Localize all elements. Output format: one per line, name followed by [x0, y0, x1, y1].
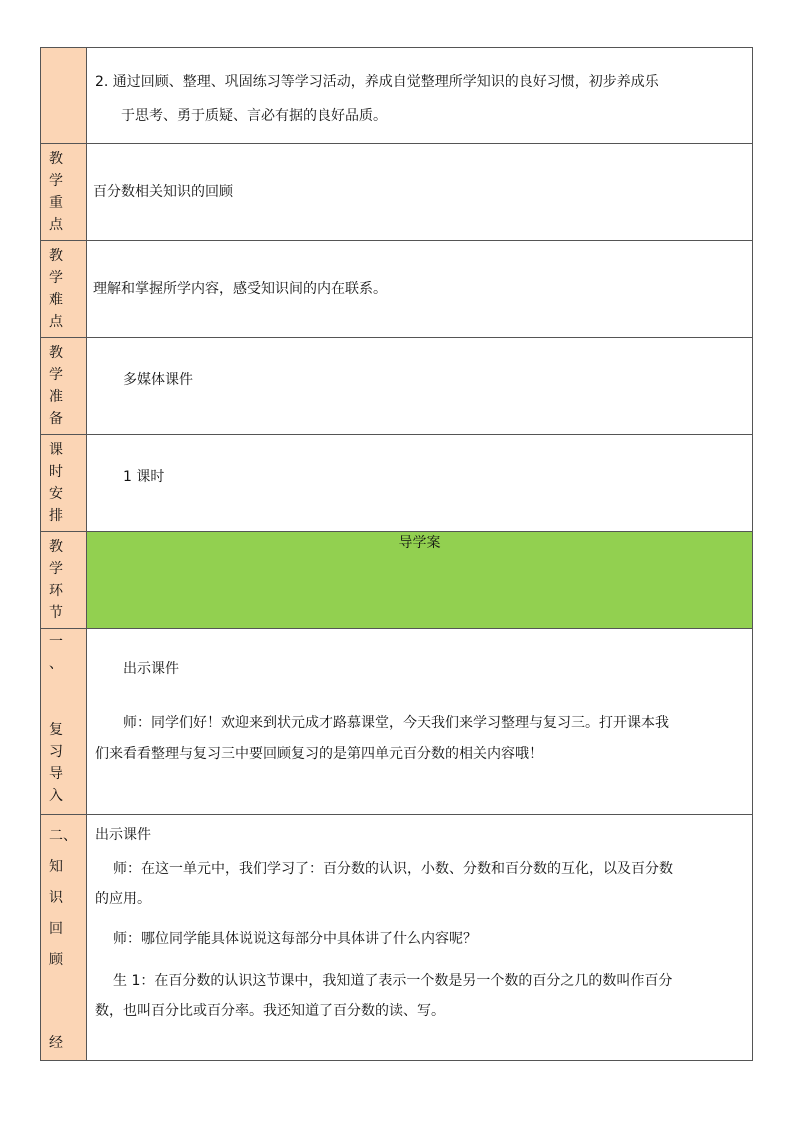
- label-char: 排: [49, 508, 63, 524]
- stage-header-text: 导学案: [398, 535, 441, 551]
- row-section2: [41, 815, 753, 1061]
- label-char: 准: [49, 389, 63, 405]
- label-char: 教: [49, 539, 63, 555]
- row-stage: [41, 532, 753, 629]
- label-section2: [41, 815, 87, 1061]
- label-schedule: [41, 435, 87, 532]
- label-char: 课: [49, 442, 63, 458]
- label-char: 时: [49, 464, 63, 480]
- row-schedule: [41, 435, 753, 532]
- label-char: 一: [49, 634, 63, 650]
- label-char: 学: [49, 270, 63, 286]
- label-char: 教: [49, 345, 63, 361]
- label-char: 二、: [49, 828, 77, 844]
- content-key-point: [87, 144, 753, 241]
- label-char: 重: [49, 195, 63, 211]
- lesson-plan-table: [40, 47, 753, 1061]
- content-stage-header: [87, 532, 753, 629]
- label-char: 识: [49, 890, 63, 906]
- label-section1: [41, 629, 87, 815]
- section2-p3-line1: 生 1：在百分数的认识这节课中，我知道了表示一个数是另一个数的百分之几的数叫作百分: [113, 973, 673, 989]
- label-char: 环: [49, 583, 63, 599]
- content-section1: [87, 629, 753, 815]
- row-key-point: [41, 144, 753, 241]
- content-preparation: [87, 338, 753, 435]
- section2-show: 出示课件: [95, 827, 151, 843]
- label-difficulty: [41, 241, 87, 338]
- label-char: 教: [49, 151, 63, 167]
- section2-p2: 师：哪位同学能具体说说这每部分中具体讲了什么内容呢？: [113, 931, 477, 947]
- content-section2: [87, 815, 753, 1061]
- label-char: 学: [49, 367, 63, 383]
- label-char: 节: [49, 605, 63, 621]
- label-char: 入: [49, 788, 63, 804]
- section1-show: 出示课件: [123, 661, 179, 677]
- section2-p1-line1: 师：在这一单元中，我们学习了：百分数的认识，小数、分数和百分数的互化，以及百分数: [113, 861, 673, 877]
- label-char: 经: [49, 1035, 63, 1051]
- label-char: 教: [49, 248, 63, 264]
- preparation-text: 多媒体课件: [123, 372, 193, 388]
- label-char: 学: [49, 173, 63, 189]
- label-char: 顾: [49, 952, 63, 968]
- label-char: 复: [49, 722, 63, 738]
- label-char: 点: [49, 314, 63, 330]
- label-char: 安: [49, 486, 63, 502]
- label-stage: [41, 532, 87, 629]
- section1-teacher-line2: 们来看看整理与复习三中要回顾复习的是第四单元百分数的相关内容哦！: [95, 746, 543, 762]
- objective-item2-line1: 2. 通过回顾、整理、巩固练习等学习活动，养成自觉整理所学知识的良好习惯，初步养成乐: [95, 74, 659, 90]
- label-char: 、: [49, 656, 63, 672]
- content-schedule: [87, 435, 753, 532]
- label-char: 点: [49, 217, 63, 233]
- difficulty-text: 理解和掌握所学内容，感受知识间的内在联系。: [93, 281, 387, 297]
- label-char: 难: [49, 292, 63, 308]
- label-char: 导: [49, 766, 63, 782]
- objective-item2-line2: 于思考、勇于质疑、言必有据的良好品质。: [121, 108, 387, 124]
- content-difficulty: [87, 241, 753, 338]
- label-char: 备: [49, 411, 63, 427]
- label-char: 知: [49, 859, 63, 875]
- label-char: 学: [49, 561, 63, 577]
- content-objective: [87, 48, 753, 144]
- section2-p1-line2: 的应用。: [95, 891, 151, 907]
- section2-p3-line2: 数，也叫百分比或百分率。我还知道了百分数的读、写。: [95, 1003, 445, 1019]
- row-preparation: [41, 338, 753, 435]
- label-cell-empty: [41, 48, 87, 144]
- section1-teacher-line1: 师：同学们好！欢迎来到状元成才路慕课堂，今天我们来学习整理与复习三。打开课本我: [123, 715, 669, 731]
- label-char: 回: [49, 921, 63, 937]
- schedule-text: 1 课时: [123, 469, 165, 485]
- label-preparation: [41, 338, 87, 435]
- row-difficulty: [41, 241, 753, 338]
- label-key-point: [41, 144, 87, 241]
- row-section1: [41, 629, 753, 815]
- key-point-text: 百分数相关知识的回顾: [93, 184, 233, 200]
- label-char: 习: [49, 744, 63, 760]
- row-objective: [41, 48, 753, 144]
